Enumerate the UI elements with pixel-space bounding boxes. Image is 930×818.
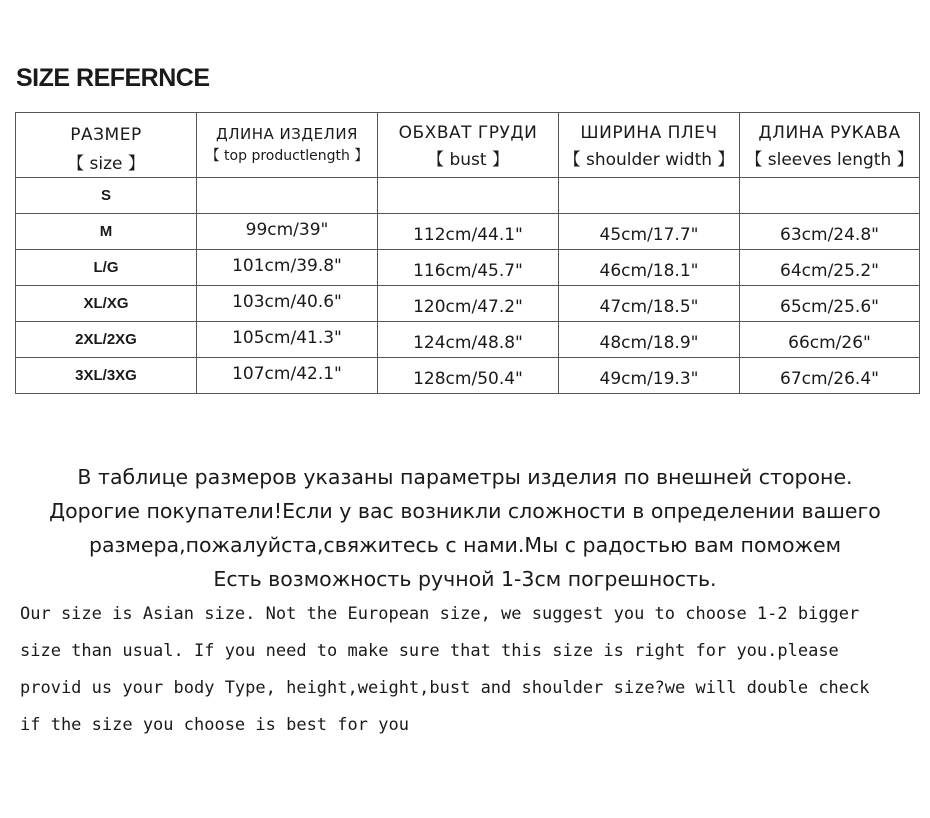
table-row xyxy=(16,358,920,394)
notice-russian xyxy=(0,460,930,596)
size-cell: 2XL/2XG xyxy=(16,322,197,358)
notice-english xyxy=(20,596,920,744)
bust-cell: 124cm/48.8" xyxy=(378,322,559,358)
size-table xyxy=(15,112,920,394)
length-cell: 99cm/39" xyxy=(197,214,378,250)
notice-line: if the size you choose is best for you xyxy=(20,715,409,735)
header-label-en: 【 top productlength 】 xyxy=(205,148,369,164)
bust-cell: 120cm/47.2" xyxy=(378,286,559,322)
shoulder-cell: 47cm/18.5" xyxy=(559,286,740,322)
page-title: SIZE REFERNCE xyxy=(16,64,210,92)
sleeve-cell xyxy=(740,178,920,214)
notice-line: Есть возможность ручной 1-3см погрешность. xyxy=(213,567,717,591)
header-label-ru: ШИРИНА ПЛЕЧ xyxy=(580,123,718,143)
header-label-ru: ДЛИНА РУКАВА xyxy=(758,123,901,143)
header-sleeve xyxy=(740,113,920,178)
table-row xyxy=(16,322,920,358)
shoulder-cell xyxy=(559,178,740,214)
shoulder-cell: 45cm/17.7" xyxy=(559,214,740,250)
header-length xyxy=(197,113,378,178)
sleeve-cell: 63cm/24.8" xyxy=(740,214,920,250)
shoulder-cell: 49cm/19.3" xyxy=(559,358,740,394)
length-cell: 101cm/39.8" xyxy=(197,250,378,286)
header-label-en: 【 shoulder width 】 xyxy=(563,150,735,170)
header-bust xyxy=(378,113,559,178)
table-row xyxy=(16,214,920,250)
length-cell: 105cm/41.3" xyxy=(197,322,378,358)
sleeve-cell: 66cm/26" xyxy=(740,322,920,358)
header-label-ru: ОБХВАТ ГРУДИ xyxy=(398,123,538,143)
shoulder-cell: 46cm/18.1" xyxy=(559,250,740,286)
bust-cell: 116cm/45.7" xyxy=(378,250,559,286)
header-size xyxy=(16,113,197,178)
shoulder-cell: 48cm/18.9" xyxy=(559,322,740,358)
table-row xyxy=(16,286,920,322)
table-header-row xyxy=(16,113,920,178)
size-cell: L/G xyxy=(16,250,197,286)
length-cell xyxy=(197,178,378,214)
size-cell: S xyxy=(16,178,197,214)
sleeve-cell: 65cm/25.6" xyxy=(740,286,920,322)
bust-cell: 112cm/44.1" xyxy=(378,214,559,250)
table-row xyxy=(16,250,920,286)
header-label-en: 【 sleeves length 】 xyxy=(745,150,914,170)
sleeve-cell: 67cm/26.4" xyxy=(740,358,920,394)
table-row xyxy=(16,178,920,214)
notice-line: size than usual. If you need to make sure that this size is right for you.please xyxy=(20,641,839,661)
header-shoulder xyxy=(559,113,740,178)
header-label-ru: РАЗМЕР xyxy=(70,125,142,145)
size-cell: 3XL/3XG xyxy=(16,358,197,394)
notice-line: В таблице размеров указаны параметры изделия по внешней стороне. xyxy=(77,465,853,489)
header-label-en: 【 bust 】 xyxy=(427,150,509,170)
notice-line: размера,пожалуйста,свяжитесь с нами.Мы с радостью вам поможем xyxy=(88,533,842,557)
notice-line: Our size is Asian size. Not the European size, we suggest you to choose 1-2 bigger xyxy=(20,604,860,624)
length-cell: 103cm/40.6" xyxy=(197,286,378,322)
length-cell: 107cm/42.1" xyxy=(197,358,378,394)
header-label-en: 【 size 】 xyxy=(67,154,145,174)
size-cell: XL/XG xyxy=(16,286,197,322)
notice-line: Дорогие покупатели!Если у вас возникли сложности в определении вашего xyxy=(49,499,881,523)
notice-line: provid us your body Type, height,weight,bust and shoulder size?we will double check xyxy=(20,678,870,698)
bust-cell: 128cm/50.4" xyxy=(378,358,559,394)
sleeve-cell: 64cm/25.2" xyxy=(740,250,920,286)
size-cell: M xyxy=(16,214,197,250)
bust-cell xyxy=(378,178,559,214)
header-label-ru: ДЛИНА ИЗДЕЛИЯ xyxy=(216,125,358,143)
